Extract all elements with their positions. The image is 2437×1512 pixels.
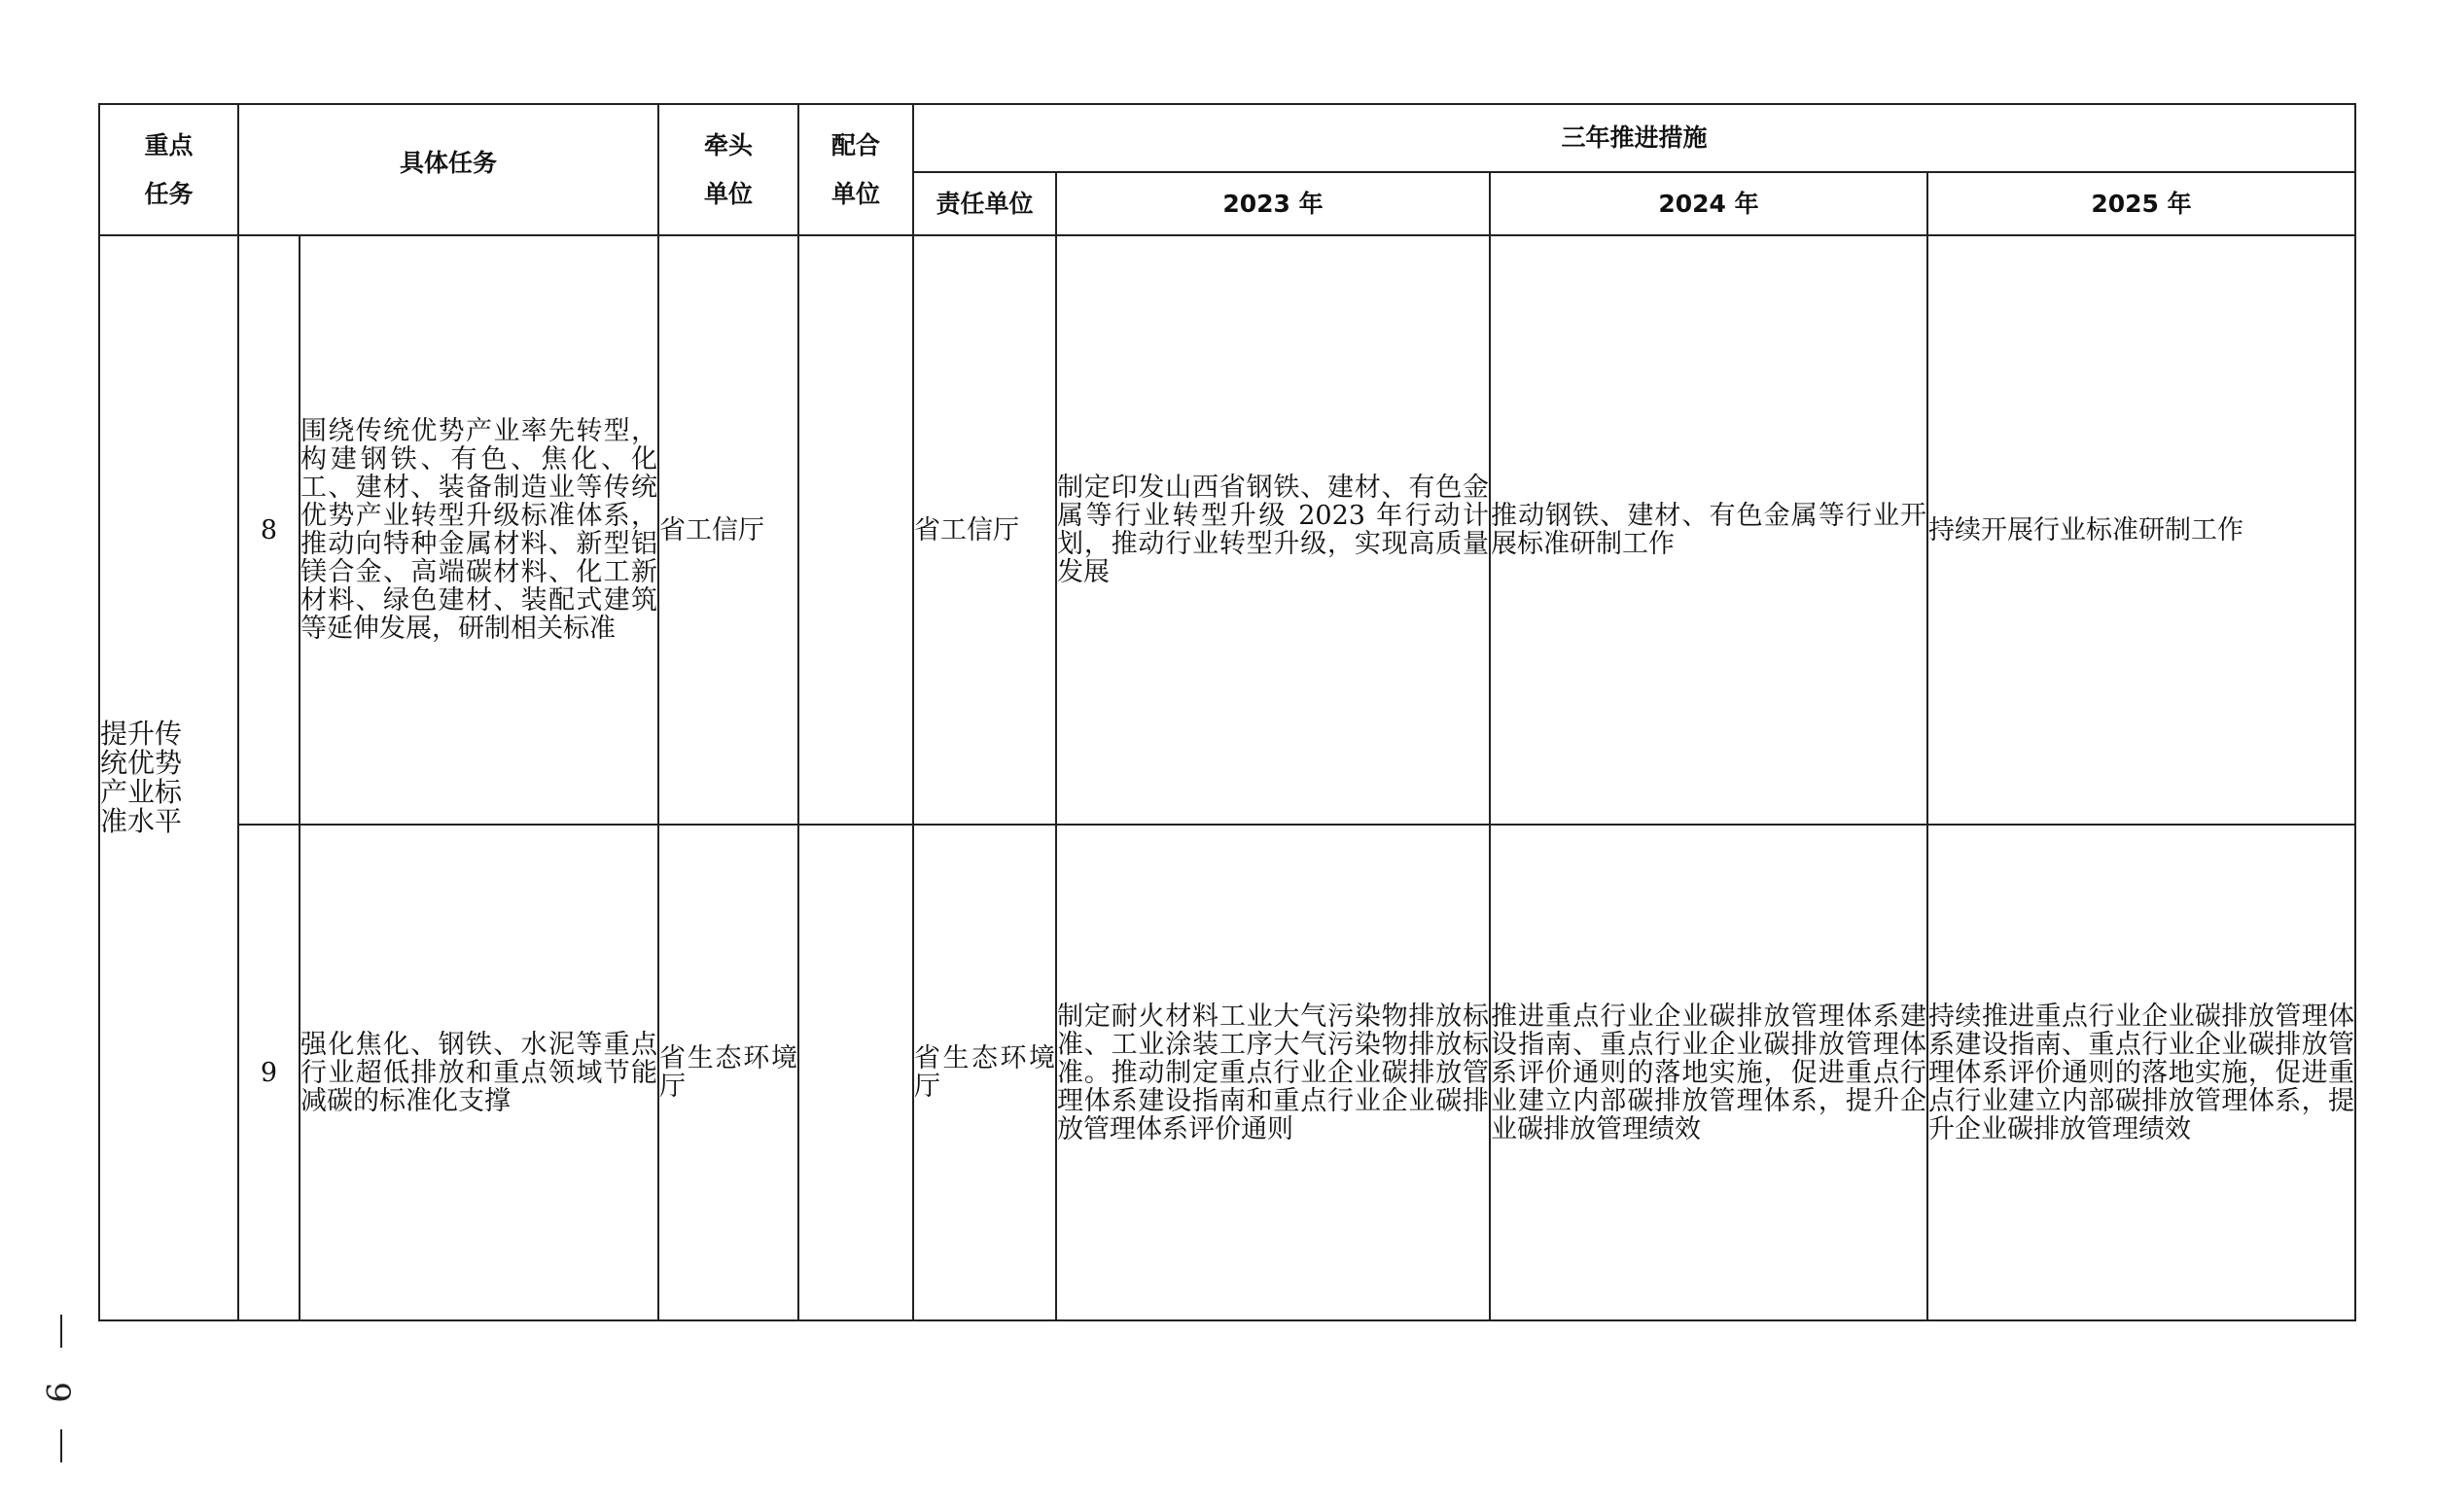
task-number: 8 — [238, 235, 300, 825]
table-row — [99, 235, 2355, 825]
header-three-year-measures: 三年推进措施 — [913, 104, 2355, 172]
measure-2025-text: 持续推进重点行业企业碳排放管理体系建设指南、重点行业企业碳排放管理体系评价通则的落地实施，促进重点行业建立内部碳排放管理体系，提升企业碳排放管理绩效 — [1927, 825, 2355, 1320]
lead-unit-text: 省工信厅 — [658, 235, 798, 825]
page-number-dash-bottom — [60, 1429, 62, 1462]
standards-table — [98, 103, 2356, 1321]
header-year-2024: 2024 年 — [1490, 172, 1927, 235]
header-lead-unit: 牵头 单位 — [658, 104, 798, 235]
table-row — [99, 825, 2355, 1320]
lead-unit-text: 省生态环境厅 — [658, 825, 798, 1320]
header-responsible-unit: 责任单位 — [913, 172, 1056, 235]
specific-task-text: 围绕传统优势产业率先转型，构建钢铁、有色、焦化、化工、建材、装备制造业等传统优势产业转型升级标准体系，推动向特种金属材料、新型铝镁合金、高端碳材料、化工新材料、绿色建材、装配式建筑等延伸发展，研制相关标准 — [300, 235, 658, 825]
header-year-2025: 2025 年 — [1927, 172, 2355, 235]
key-task-cell: 提升传 统优势 产业标 准水平 — [99, 235, 238, 1320]
measure-2023-text: 制定印发山西省钢铁、建材、有色金属等行业转型升级 2023 年行动计划，推动行业转型升级，实现高质量发展 — [1056, 235, 1490, 825]
cooperating-unit-text — [798, 235, 913, 825]
header-specific-task: 具体任务 — [238, 104, 658, 235]
header-year-2023: 2023 年 — [1056, 172, 1490, 235]
cooperating-unit-text — [798, 825, 913, 1320]
task-number: 9 — [238, 825, 300, 1320]
page-number — [37, 1303, 82, 1478]
responsible-unit-text: 省工信厅 — [913, 235, 1056, 825]
page-number-digit: 9 — [37, 1382, 77, 1403]
page-number-dash-top — [60, 1315, 62, 1348]
measure-2023-text: 制定耐火材料工业大气污染物排放标准、工业涂装工序大气污染物排放标准。推动制定重点行业企业碳排放管理体系建设指南和重点行业企业碳排放管理体系评价通则 — [1056, 825, 1490, 1320]
specific-task-text: 强化焦化、钢铁、水泥等重点行业超低排放和重点领域节能减碳的标准化支撑 — [300, 825, 658, 1320]
measure-2025-text: 持续开展行业标准研制工作 — [1927, 235, 2355, 825]
responsible-unit-text: 省生态环境厅 — [913, 825, 1056, 1320]
measure-2024-text: 推动钢铁、建材、有色金属等行业开展标准研制工作 — [1490, 235, 1927, 825]
header-key-task: 重点 任务 — [99, 104, 238, 235]
header-cooperating-unit: 配合 单位 — [798, 104, 913, 235]
measure-2024-text: 推进重点行业企业碳排放管理体系建设指南、重点行业企业碳排放管理体系评价通则的落地实施，促进重点行业建立内部碳排放管理体系，提升企业碳排放管理绩效 — [1490, 825, 1927, 1320]
